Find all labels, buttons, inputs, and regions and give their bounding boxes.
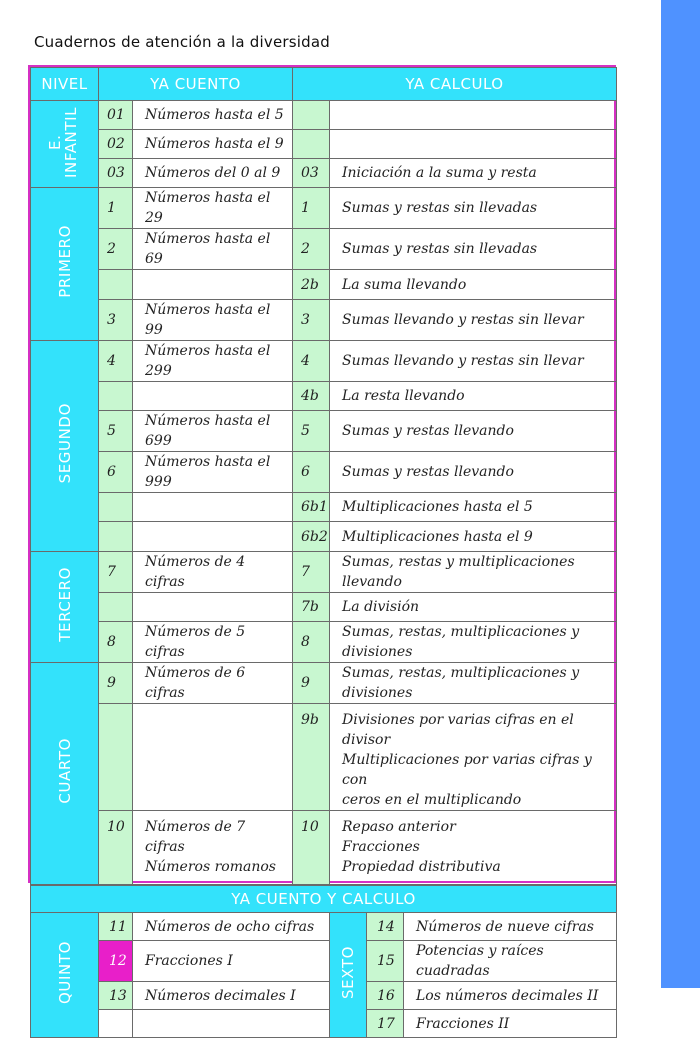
- level-label: SEGUNDO: [55, 403, 74, 484]
- cuento-number: 6: [99, 452, 133, 493]
- cuento-number: 03: [99, 159, 133, 188]
- table-row: [31, 663, 617, 704]
- calculo-description: Sumas, restas, multiplicaciones y divisiones: [330, 663, 617, 704]
- cuento-number: 02: [99, 130, 133, 159]
- cuento-description: Números hasta el 699: [133, 411, 293, 452]
- table-row: [31, 522, 617, 552]
- cuento-number: 4: [99, 341, 133, 382]
- level-label: PRIMERO: [55, 225, 74, 298]
- table-row: [31, 452, 617, 493]
- cuento-description: Números hasta el 9: [133, 130, 293, 159]
- cuento-description: Números hasta el 69: [133, 229, 293, 270]
- calculo-description: Multiplicaciones hasta el 9: [330, 522, 617, 552]
- empty-cell: [99, 1010, 133, 1038]
- header-ya-cuento-y-calculo: YA CUENTO Y CALCULO: [31, 886, 617, 913]
- cuento-number: [99, 270, 133, 300]
- cuento-number: [99, 493, 133, 522]
- calculo-description-line: Fracciones: [342, 839, 420, 855]
- page-title: Cuadernos de atención a la diversidad: [34, 33, 330, 51]
- level-label: CUARTO: [55, 738, 74, 804]
- cuento-number: 9: [99, 663, 133, 704]
- calculo-description: Sumas y restas sin llevadas: [330, 188, 617, 229]
- quinto-number: 13: [99, 982, 133, 1010]
- calculo-number: 6b2: [293, 522, 330, 552]
- calculo-description: La división: [330, 593, 617, 622]
- cuento-description: [133, 811, 293, 885]
- cuento-number: 10: [99, 811, 133, 885]
- quinto-description: Números decimales I: [133, 982, 330, 1010]
- cuento-number: 3: [99, 300, 133, 341]
- level-primero: [31, 188, 99, 341]
- sexto-number: 14: [367, 913, 404, 941]
- cuento-description: Números hasta el 999: [133, 452, 293, 493]
- table-row: [31, 493, 617, 522]
- cuento-description: Números hasta el 5: [133, 101, 293, 130]
- level-label: SEXTO: [339, 946, 357, 999]
- table-row: [31, 982, 617, 1010]
- table-row: [31, 622, 617, 663]
- table-row: [31, 341, 617, 382]
- header-ya-calculo: YA CALCULO: [293, 68, 617, 101]
- calculo-description: Iniciación a la suma y resta: [330, 159, 617, 188]
- cuento-number: 7: [99, 552, 133, 593]
- cuento-description: [133, 382, 293, 411]
- cuento-description: [133, 493, 293, 522]
- calculo-description: Multiplicaciones hasta el 5: [330, 493, 617, 522]
- level-segundo: [31, 341, 99, 552]
- empty-cell: [133, 1010, 330, 1038]
- table-row: [31, 811, 617, 885]
- calculo-number: 2b: [293, 270, 330, 300]
- cuento-description: [133, 270, 293, 300]
- table-row: [31, 130, 617, 159]
- cuento-description-line: Números de 7 cifras: [145, 819, 246, 855]
- calculo-description-line: Multiplicaciones por varias cifras y con: [342, 752, 592, 788]
- calculo-number: 7: [293, 552, 330, 593]
- calculo-description: [330, 704, 617, 811]
- cuento-description-line: Números romanos: [145, 859, 276, 875]
- ya-cuento-y-calculo-table: [30, 885, 617, 1038]
- cuento-description: Números hasta el 99: [133, 300, 293, 341]
- cuento-number: 5: [99, 411, 133, 452]
- curriculum-table: [30, 67, 617, 885]
- cuento-description: Números de 6 cifras: [133, 663, 293, 704]
- cuento-description: Números hasta el 299: [133, 341, 293, 382]
- calculo-number: 6: [293, 452, 330, 493]
- calculo-description: [330, 101, 617, 130]
- calculo-description-line: Divisiones por varias cifras en el divisor: [342, 712, 574, 748]
- quinto-description: Fracciones I: [133, 941, 330, 982]
- cuento-number: [99, 593, 133, 622]
- calculo-number: [293, 130, 330, 159]
- table-row: [31, 593, 617, 622]
- calculo-number: 8: [293, 622, 330, 663]
- quinto-number: 11: [99, 913, 133, 941]
- calculo-number: 3: [293, 300, 330, 341]
- cuento-description: [133, 704, 293, 811]
- cuento-number: [99, 704, 133, 811]
- sexto-number: 17: [367, 1010, 404, 1038]
- calculo-number: 7b: [293, 593, 330, 622]
- calculo-description: Sumas, restas, multiplicaciones y divisiones: [330, 622, 617, 663]
- level-cuarto: [31, 663, 99, 885]
- calculo-number: [293, 101, 330, 130]
- calculo-number: 9: [293, 663, 330, 704]
- table-row: [31, 941, 617, 982]
- calculo-description: La resta llevando: [330, 382, 617, 411]
- level-tercero: [31, 552, 99, 663]
- cuento-description: Números de 5 cifras: [133, 622, 293, 663]
- table-row: [31, 101, 617, 130]
- cuento-number: 01: [99, 101, 133, 130]
- sexto-number: 16: [367, 982, 404, 1010]
- calculo-number: 9b: [293, 704, 330, 811]
- calculo-number: 4b: [293, 382, 330, 411]
- cuento-description: Números del 0 al 9: [133, 159, 293, 188]
- level-sexto: [330, 913, 367, 1038]
- calculo-description: Sumas llevando y restas sin llevar: [330, 300, 617, 341]
- table-row: [31, 1010, 617, 1038]
- cuento-number: [99, 522, 133, 552]
- curriculum-table-frame: [28, 65, 616, 1032]
- cuento-number: 8: [99, 622, 133, 663]
- level-label: E. INFANTIL: [45, 105, 80, 178]
- sexto-description: Números de nueve cifras: [404, 913, 617, 941]
- cuento-number: 1: [99, 188, 133, 229]
- side-color-strip: [661, 0, 700, 988]
- cuento-number: 2: [99, 229, 133, 270]
- calculo-description: Sumas y restas llevando: [330, 411, 617, 452]
- calculo-number: 2: [293, 229, 330, 270]
- quinto-number: 12: [99, 941, 133, 982]
- level-label: QUINTO: [55, 941, 74, 1004]
- sexto-description: Potencias y raíces cuadradas: [404, 941, 617, 982]
- calculo-number: 1: [293, 188, 330, 229]
- quinto-description: Números de ocho cifras: [133, 913, 330, 941]
- table-row: [31, 159, 617, 188]
- sexto-number: 15: [367, 941, 404, 982]
- calculo-description: Sumas llevando y restas sin llevar: [330, 341, 617, 382]
- header-nivel: NIVEL: [31, 68, 99, 101]
- sexto-description: Fracciones II: [404, 1010, 617, 1038]
- calculo-description: [330, 130, 617, 159]
- calculo-description-line: Repaso anterior: [342, 819, 456, 835]
- level-quinto: [31, 913, 99, 1038]
- calculo-description-line: Propiedad distributiva: [342, 859, 501, 875]
- level-label: TERCERO: [55, 567, 74, 642]
- table-row: [31, 300, 617, 341]
- table-row: [31, 229, 617, 270]
- calculo-number: 03: [293, 159, 330, 188]
- table-row: [31, 382, 617, 411]
- cuento-description: Números hasta el 29: [133, 188, 293, 229]
- sexto-description: Los números decimales II: [404, 982, 617, 1010]
- calculo-description: [330, 811, 617, 885]
- cuento-description: [133, 593, 293, 622]
- calculo-number: 10: [293, 811, 330, 885]
- calculo-number: 5: [293, 411, 330, 452]
- table-row: [31, 913, 617, 941]
- cuento-description: Números de 4 cifras: [133, 552, 293, 593]
- table-row: [31, 270, 617, 300]
- calculo-number: 4: [293, 341, 330, 382]
- calculo-description: Sumas y restas sin llevadas: [330, 229, 617, 270]
- cuento-number: [99, 382, 133, 411]
- table-row: [31, 552, 617, 593]
- calculo-description-line: ceros en el multiplicando: [342, 792, 522, 808]
- calculo-description: La suma llevando: [330, 270, 617, 300]
- table-row: [31, 411, 617, 452]
- header-ya-cuento: YA CUENTO: [99, 68, 293, 101]
- level-infantil: [31, 101, 99, 188]
- calculo-description: Sumas y restas llevando: [330, 452, 617, 493]
- cuento-description: [133, 522, 293, 552]
- table-row: [31, 704, 617, 811]
- table-row: [31, 188, 617, 229]
- calculo-number: 6b1: [293, 493, 330, 522]
- calculo-description: Sumas, restas y multiplicaciones llevando: [330, 552, 617, 593]
